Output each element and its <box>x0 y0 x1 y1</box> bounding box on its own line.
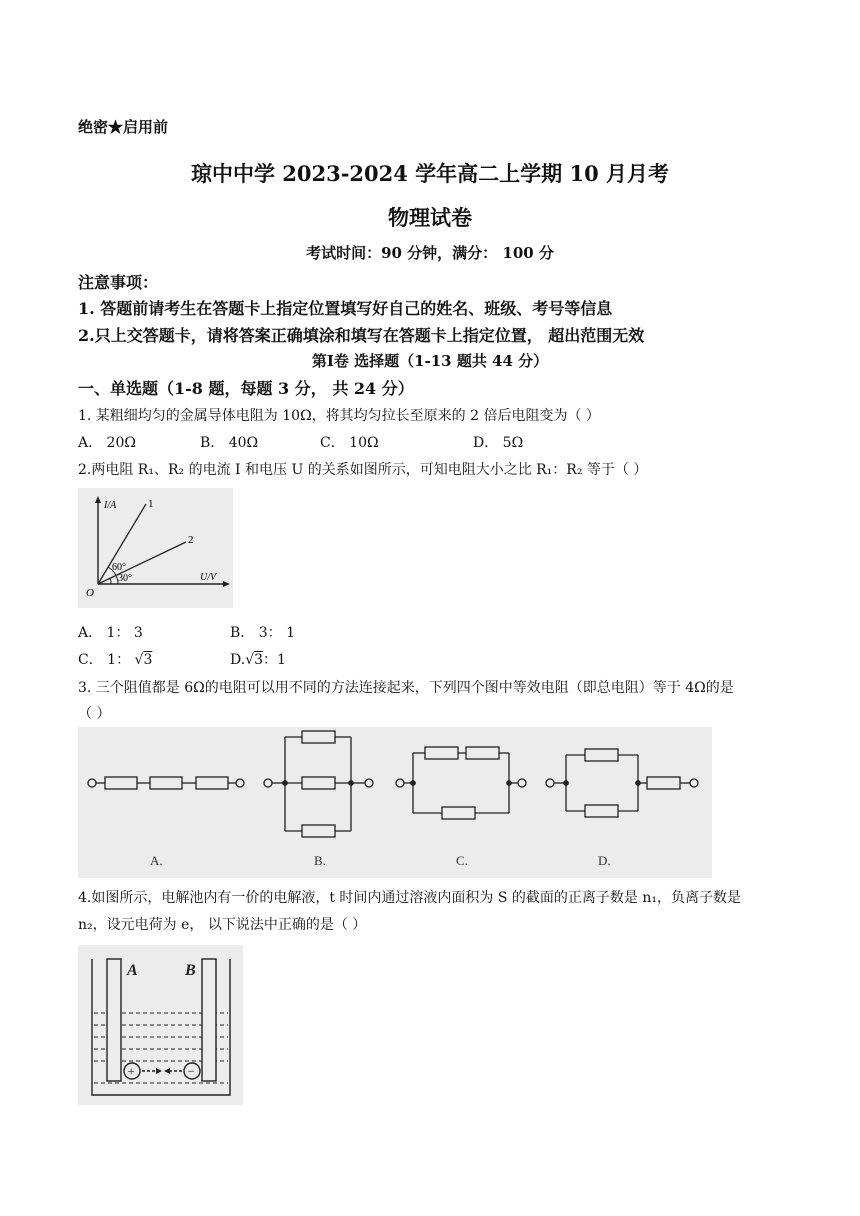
q2-option-c[interactable]: C． 1： √3 <box>78 652 153 668</box>
part1-title: 第Ⅰ卷 选择题（1-13 题共 44 分） <box>311 352 549 370</box>
x-axis-label: U/V <box>200 572 217 583</box>
circuit-c-label: C. <box>456 853 468 868</box>
note-item-1: 1. 答题前请考生在答题卡上指定位置填写好自己的姓名、班级、考号等信息 <box>78 299 613 318</box>
angle-30-label: 30° <box>118 573 132 584</box>
circuit-d <box>546 749 698 817</box>
note-item-2: 2.只上交答题卡，请将答案正确填涂和填写在答题卡上指定位置， 超出范围无效 <box>78 326 645 345</box>
angle-arc-30 <box>110 578 111 584</box>
q2-option-c-text: C． 1： <box>78 652 131 668</box>
q2-option-d-sqrt: 3 <box>254 652 264 668</box>
q1-option-d[interactable]: D． 5Ω <box>473 435 524 451</box>
electrolytic-cell-figure <box>78 945 243 1105</box>
electrode-a <box>107 959 121 1081</box>
positive-arrow-head <box>156 1068 162 1074</box>
positive-ion-sign: + <box>127 1063 135 1079</box>
subject-title: 物理试卷 <box>388 205 472 230</box>
negative-ion-sign: − <box>187 1063 195 1079</box>
circuit-b-label: B. <box>314 853 326 868</box>
question-2-stem: 2.两电阻 R₁、R₂ 的电流 I 和电压 U 的关系如图所示，可知电阻大小之比 R₁：R₂ 等于（ ） <box>78 462 648 478</box>
question-4-stem: 4.如图所示，电解池内有一价的电解液，t 时间内通过溶液内面积为 S 的截面的正离子数是 n₁，负离子数是 <box>78 890 742 906</box>
circuit-a-label: A. <box>150 853 163 868</box>
angle-60-label: 60° <box>112 562 126 573</box>
iu-graph-figure <box>78 488 233 608</box>
y-axis-label: I/A <box>104 500 117 511</box>
origin-label: O <box>86 587 94 599</box>
q2-option-d-suffix: ：1 <box>263 652 286 668</box>
question-4-stem-cont: n₂，设元电荷为 e， 以下说法中正确的是（ ） <box>78 917 367 933</box>
exam-info: 考试时间：90 分钟，满分： 100 分 <box>306 244 554 262</box>
q2-option-d-text: D. <box>230 652 246 668</box>
negative-arrow-head <box>164 1068 170 1074</box>
x-axis-arrow <box>223 581 230 587</box>
circuit-a <box>88 777 244 789</box>
notes-heading: 注意事项： <box>78 273 159 292</box>
electrode-b-label: B <box>185 962 196 979</box>
q1-option-a[interactable]: A． 20Ω <box>78 435 136 451</box>
electrode-a-label: A <box>127 962 138 979</box>
page-title: 琼中中学 2023-2024 学年高二上学期 10 月月考 <box>190 161 670 186</box>
confidential-mark: 绝密★启用前 <box>78 118 169 136</box>
electrode-b <box>202 959 216 1081</box>
line-1-label: 1 <box>148 498 154 510</box>
resistor-circuits-figure <box>78 727 712 878</box>
question-3-stem-cont: （ ） <box>78 706 111 722</box>
y-axis-arrow <box>95 496 101 503</box>
line-2-label: 2 <box>188 534 194 546</box>
circuit-b <box>264 731 373 837</box>
question-1-stem: 1. 某粗细均匀的金属导体电阻为 10Ω，将其均匀拉长至原来的 2 倍后电阻变为（ ） <box>78 408 600 424</box>
circuit-d-label: D. <box>598 853 611 868</box>
q1-option-c[interactable]: C． 10Ω <box>320 435 379 451</box>
question-3-stem: 3. 三个阻值都是 6Ω的电阻可以用不同的方法连接起来，下列四个图中等效电阻（即总电阻）等于 4Ω的是 <box>78 680 734 696</box>
circuit-c <box>396 747 526 819</box>
q2-option-d[interactable]: D.√3：1 <box>230 652 286 668</box>
q2-option-b[interactable]: B． 3： 1 <box>230 625 296 641</box>
q1-option-b[interactable]: B． 40Ω <box>200 435 259 451</box>
q2-option-c-sqrt: 3 <box>143 652 153 668</box>
section1-title: 一、单选题（1-8 题，每题 3 分， 共 24 分） <box>78 379 414 398</box>
q2-option-a[interactable]: A． 1： 3 <box>78 625 143 641</box>
